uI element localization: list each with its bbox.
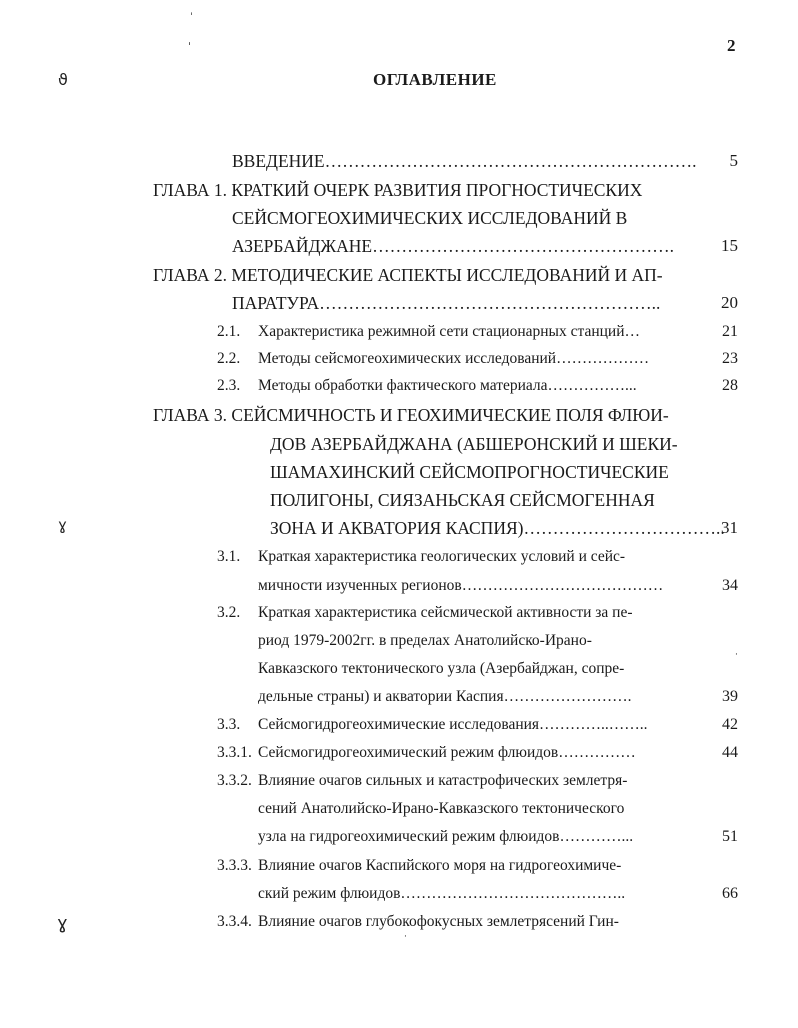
- toc-entry-section-3-3-1: Сейсмогидрогеохимический режим флюидов……………: [258, 744, 636, 761]
- toc-entry-chapter-2: ГЛАВА 2. МЕТОДИЧЕСКИЕ АСПЕКТЫ ИССЛЕДОВАНИЙ И АП-: [153, 265, 663, 285]
- toc-section-number: 3.3.1.: [217, 744, 252, 761]
- page-title: ОГЛАВЛЕНИЕ: [373, 70, 497, 89]
- toc-entry-chapter-1-cont: СЕЙСМОГЕОХИМИЧЕСКИХ ИССЛЕДОВАНИЙ В: [232, 208, 628, 228]
- toc-entry-section-3-3-3: Влияние очагов Каспийского моря на гидрогеохимиче-: [258, 857, 622, 874]
- toc-entry-chapter-1-cont: АЗЕРБАЙДЖАНЕ…………………………………………….: [232, 236, 674, 256]
- toc-entry-section-3-3-4: Влияние очагов глубокофокусных землетрясений Гин-: [258, 913, 619, 930]
- toc-entry-section-3-3-2-cont: сений Анатолийско-Ирано-Кавказского тектонического: [258, 800, 625, 817]
- toc-page-section-2-3: 28: [722, 377, 738, 394]
- toc-page-section-3-3-1: 44: [722, 744, 738, 761]
- toc-section-number: 3.3.2.: [217, 772, 252, 789]
- toc-entry-section-3-3-2: Влияние очагов сильных и катастрофических землетря-: [258, 772, 628, 789]
- toc-entry-section-3-1-cont: мичности изученных регионов…………………………………: [258, 577, 664, 594]
- toc-entry-section-3-3: Сейсмогидрогеохимические исследования…………..……..: [258, 716, 648, 733]
- toc-entry-section-3-1: Краткая характеристика геологических условий и сейс-: [258, 548, 626, 565]
- scan-speck-top-2: ˈ: [188, 40, 192, 53]
- toc-page-section-3-2: 39: [722, 688, 738, 705]
- binder-mark-3: ɣ: [57, 913, 68, 934]
- toc-entry-section-2-2: Методы сейсмогеохимических исследований………………: [258, 350, 650, 367]
- toc-entry-section-3-2-cont: Кавказского тектонического узла (Азербайджан, сопре-: [258, 660, 625, 677]
- toc-entry-chapter-3-cont: ДОВ АЗЕРБАЙДЖАНА (АБШЕРОНСКИЙ И ШЕКИ-: [270, 434, 678, 454]
- toc-entry-chapter-2-cont: ПАРАТУРА…………………………………………………..: [232, 293, 661, 313]
- binder-mark-1: ϑ: [58, 70, 68, 89]
- toc-section-number: 3.2.: [217, 604, 241, 621]
- binder-mark-2: ɣ: [58, 516, 67, 534]
- toc-page-chapter-1: 15: [721, 236, 738, 255]
- toc-section-number: 3.3.: [217, 716, 241, 733]
- scan-speck-bottom: ·: [404, 932, 407, 942]
- toc-page-section-3-3: 42: [722, 716, 738, 733]
- toc-section-number: 2.1.: [217, 323, 241, 340]
- toc-entry-section-2-3: Методы обработки фактического материала……………...: [258, 377, 637, 394]
- toc-section-number: 3.3.3.: [217, 857, 252, 874]
- toc-page-section-3-3-2: 51: [722, 828, 738, 845]
- toc-entry-section-3-3-3-cont: ский режим флюидов……………………………………..: [258, 885, 626, 902]
- toc-page-chapter-3: 31: [721, 518, 738, 537]
- toc-page-section-2-1: 21: [722, 323, 738, 340]
- toc-page-chapter-2: 20: [721, 293, 738, 312]
- page-number: 2: [727, 36, 736, 55]
- toc-entry-chapter-3: ГЛАВА 3. СЕЙСМИЧНОСТЬ И ГЕОХИМИЧЕСКИЕ ПОЛЯ ФЛЮИ-: [153, 405, 669, 425]
- toc-section-number: 2.3.: [217, 377, 241, 394]
- toc-entry-section-3-2-cont: риод 1979-2002гг. в пределах Анатолийско-Ирано-: [258, 632, 592, 649]
- toc-section-number: 3.1.: [217, 548, 241, 565]
- toc-entry-section-3-3-2-cont: узла на гидрогеохимический режим флюидов…………...: [258, 828, 634, 845]
- toc-entry-chapter-1: ГЛАВА 1. КРАТКИЙ ОЧЕРК РАЗВИТИЯ ПРОГНОСТИЧЕСКИХ: [153, 180, 643, 200]
- scan-speck-right: ·: [735, 650, 738, 660]
- toc-page-introduction: 5: [729, 151, 738, 170]
- toc-section-number: 3.3.4.: [217, 913, 252, 930]
- toc-entry-introduction: ВВЕДЕНИЕ……………………………………………………….: [232, 151, 697, 171]
- scan-speck-top-1: ˈ: [190, 12, 193, 23]
- toc-page-section-2-2: 23: [722, 350, 738, 367]
- toc-entry-section-3-2-cont: дельные страны) и акватории Каспия…………………….: [258, 688, 632, 705]
- toc-entry-chapter-3-cont: ШАМАХИНСКИЙ СЕЙСМОПРОГНОСТИЧЕСКИЕ: [270, 462, 669, 482]
- toc-page-section-3-3-3: 66: [722, 885, 738, 902]
- toc-page-section-3-1: 34: [722, 577, 738, 594]
- toc-entry-chapter-3-cont: ЗОНА И АКВАТОРИЯ КАСПИЯ)……………………………..: [270, 518, 725, 538]
- toc-entry-section-2-1: Характеристика режимной сети стационарных станций…: [258, 323, 640, 340]
- toc-section-number: 2.2.: [217, 350, 241, 367]
- toc-entry-chapter-3-cont: ПОЛИГОНЫ, СИЯЗАНЬСКАЯ СЕЙСМОГЕННАЯ: [270, 490, 655, 510]
- toc-entry-section-3-2: Краткая характеристика сейсмической активности за пе-: [258, 604, 633, 621]
